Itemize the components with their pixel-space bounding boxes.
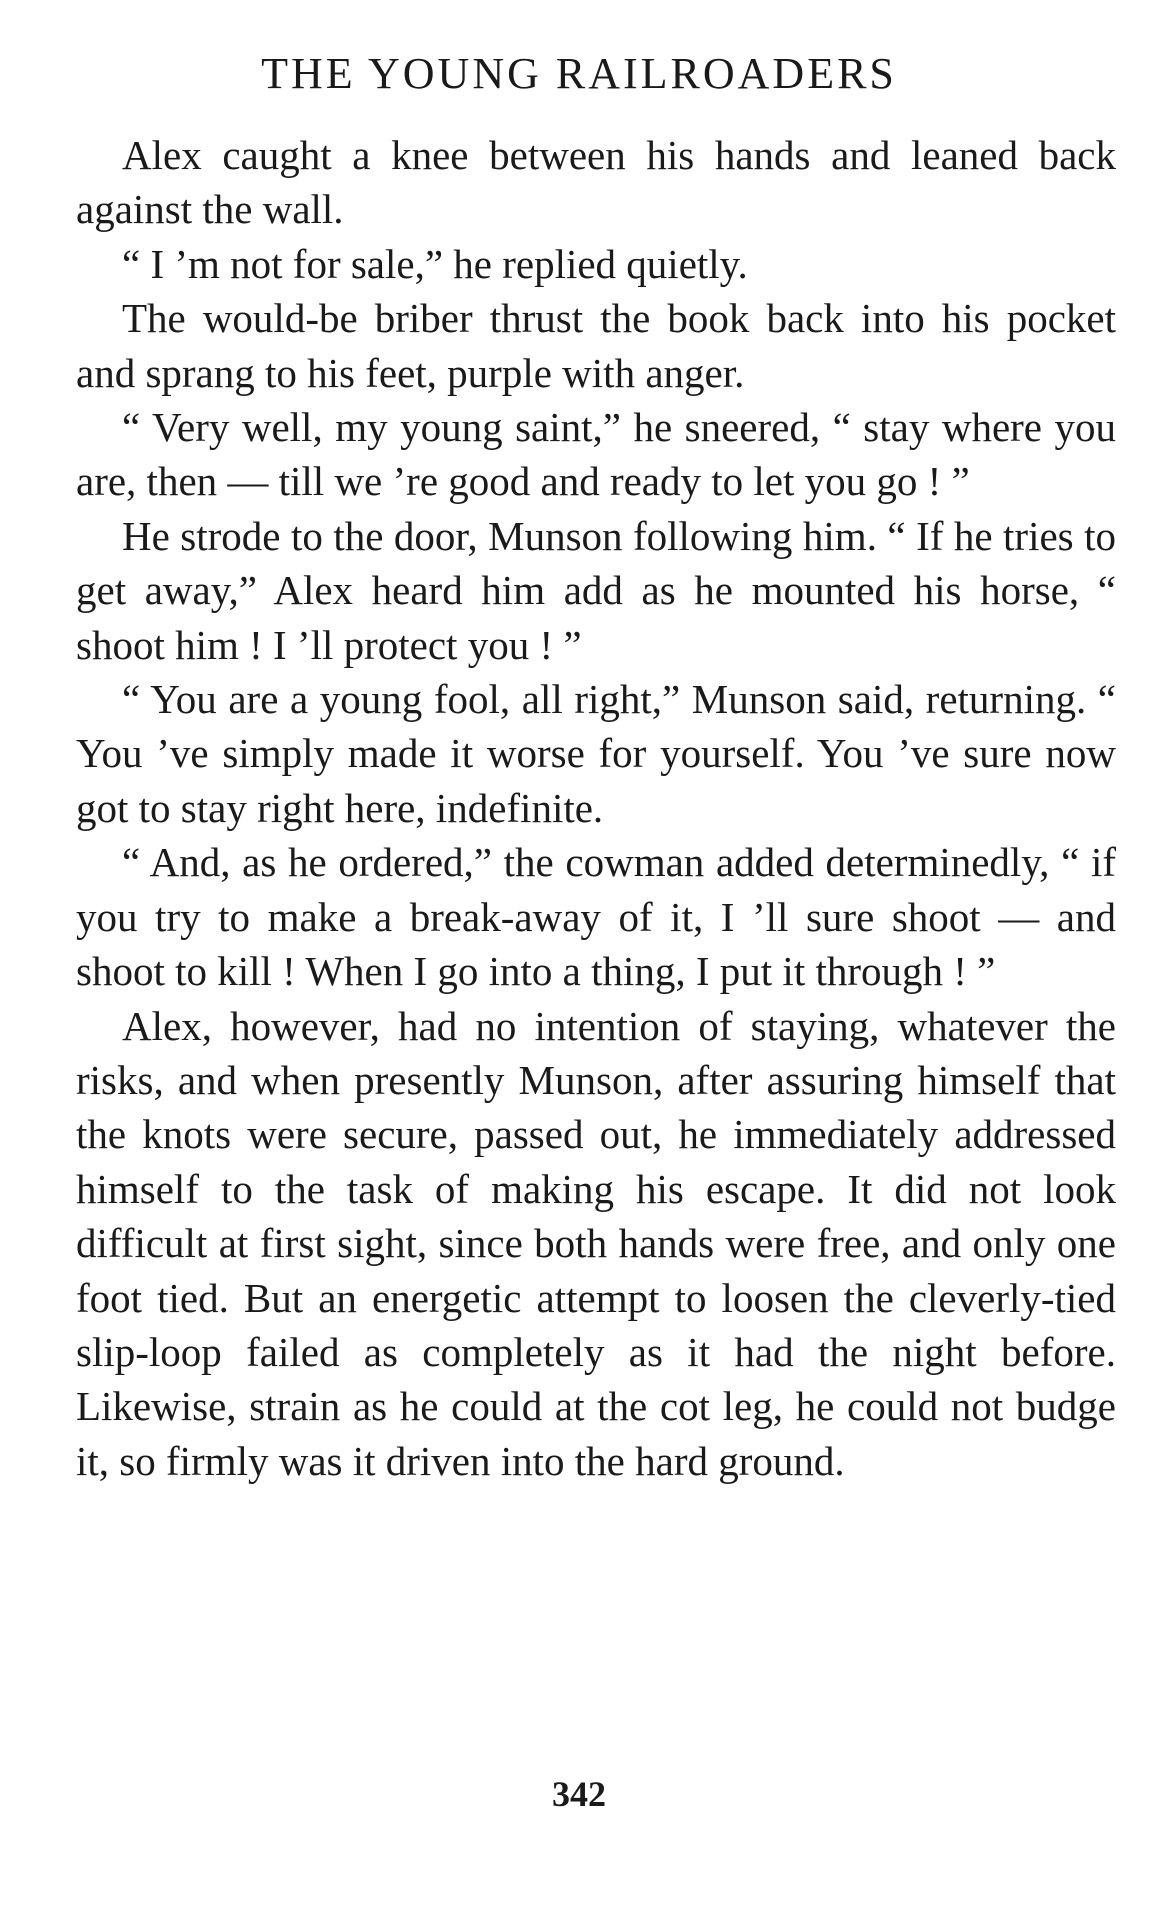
paragraph: “ You are a young fool, all right,” Munson said, returning. “ You ’ve simply made it worse for yourself. You ’ve sure now got to stay right here, indefinite.	[76, 676, 1116, 831]
paragraph: “ And, as he ordered,” the cowman added determinedly, “ if you try to make a break-away of it, I ’ll sure shoot — and shoot to kill ! When I go into a thing, I put it through ! ”	[76, 839, 1116, 995]
body-text	[76, 128, 1116, 1488]
running-head: THE YOUNG RAILROADERS	[261, 49, 897, 98]
paragraph: He strode to the door, Munson following him. “ If he tries to get away,” Alex heard him add as he mounted his horse, “ shoot him ! I ’ll protect you ! ”	[76, 512, 1116, 668]
paragraph: Alex, however, had no intention of staying, whatever the risks, and when presently Munson, after assuring himself that the knots were secure, passed out, he immediately addressed himself to the task of making his escape. It did not look difficult at first sight, since both hands were free, and only one foot tied. But an energetic attempt to loosen the cleverly-tied slip-loop failed as completely as it had the night before. Likewise, strain as he could at the cot leg, he could not budge it, so firmly was it driven into the hard ground.	[76, 1002, 1116, 1484]
paragraph: The would-be briber thrust the book back into his pocket and sprang to his feet, purple with anger.	[76, 295, 1116, 396]
paragraph: “ I ’m not for sale,” he replied quietly.	[122, 240, 748, 287]
paragraph: Alex caught a knee between his hands and leaned back against the wall.	[76, 132, 1116, 233]
paragraph: “ Very well, my young saint,” he sneered, “ stay where you are, then — till we ’re good and ready to let you go ! ”	[76, 404, 1116, 505]
page-number: 342	[552, 1774, 606, 1814]
